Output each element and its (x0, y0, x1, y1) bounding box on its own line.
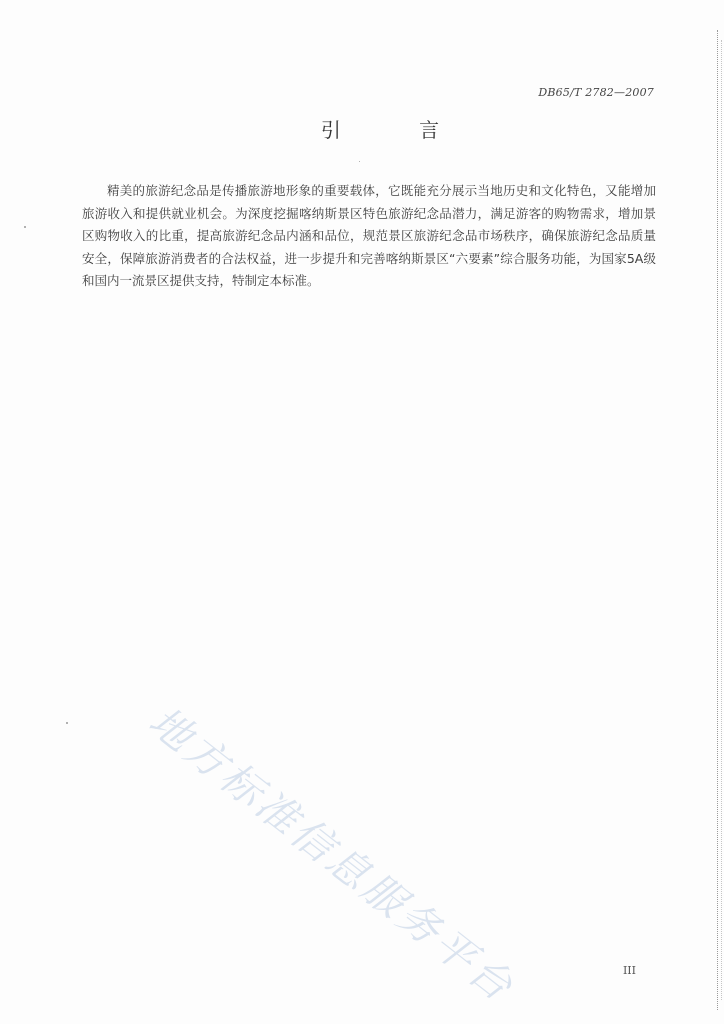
introduction-paragraph: 精美的旅游纪念品是传播旅游地形象的重要载体，它既能充分展示当地历史和文化特色，又能增加旅游收入和提供就业机会。为深度挖掘喀纳斯景区特色旅游纪念品潜力，满足游客的购物需求，增加景区购物收入的比重，提高旅游纪念品内涵和品位，规范景区旅游纪念品市场秩序，确保旅游纪念品质量安全，保障旅游消费者的合法权益，进一步提升和完善喀纳斯景区“六要素”综合服务功能，为国家5A级和国内一流景区提供支持，特制定本标准。 (82, 183, 656, 289)
page-number: III (622, 964, 636, 977)
page-edge-line-secondary (721, 40, 722, 1000)
scan-speck (66, 722, 68, 724)
section-title: 引 言 (320, 118, 476, 142)
watermark-text: 地方标准信息服务平台 (139, 697, 525, 1012)
scan-speck (359, 161, 360, 162)
scan-speck (24, 226, 26, 228)
page-edge-line (717, 30, 718, 1010)
document-code: DB65/T 2782—2007 (538, 86, 654, 99)
